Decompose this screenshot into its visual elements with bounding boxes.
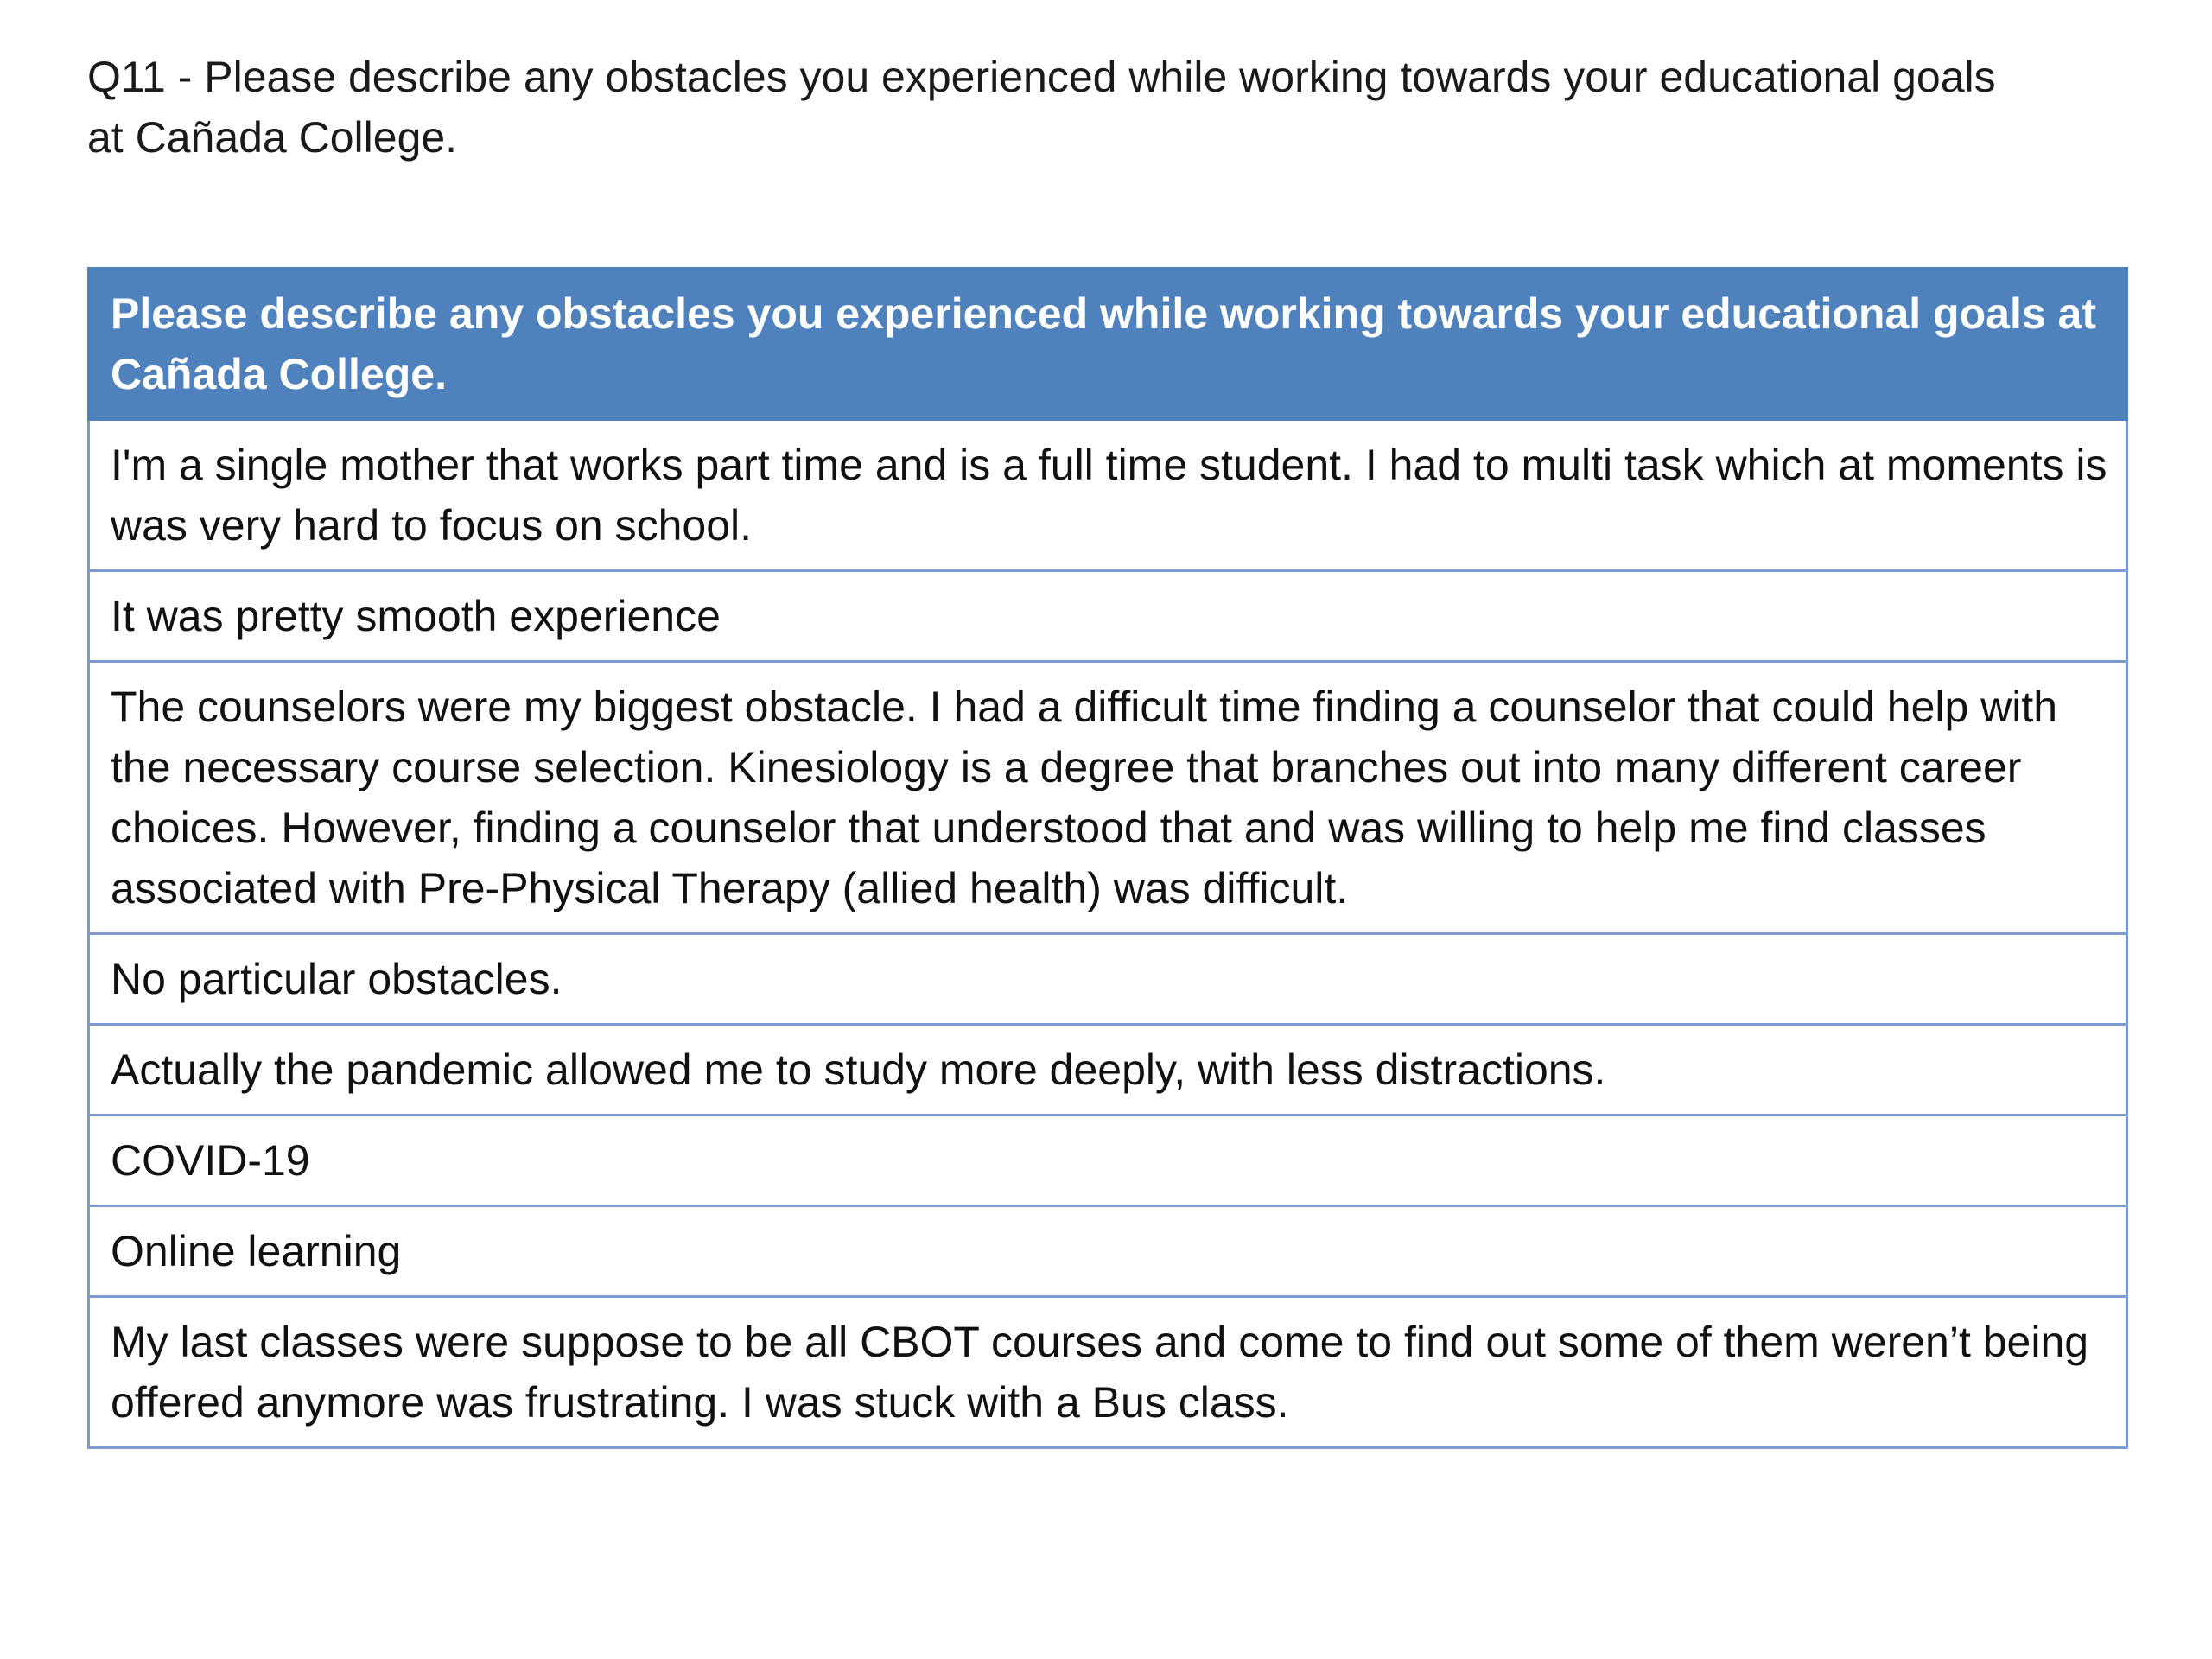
slide-title: Q11 - Please describe any obstacles you experienced while working towards your educational goals at Cañada College. xyxy=(87,53,1996,162)
response-cell: My last classes were suppose to be all CBOT courses and come to find out some of them weren’t being offered anymore was frustrating. I was stuck with a Bus class. xyxy=(89,1297,2127,1448)
table-row xyxy=(89,420,2127,571)
table-row xyxy=(89,1297,2127,1448)
table-row xyxy=(89,571,2127,662)
response-cell: It was pretty smooth experience xyxy=(89,571,2127,662)
response-cell: Online learning xyxy=(89,1206,2127,1297)
response-cell: The counselors were my biggest obstacle. I had a difficult time finding a counselor that could help with the necessary course selection. Kinesiology is a degree that branches out into many different career choices. However, finding a counselor that understood that and was willing to help me find classes associated with Pre-Physical Therapy (allied health) was difficult. xyxy=(89,662,2127,934)
response-cell: No particular obstacles. xyxy=(89,934,2127,1025)
response-cell: I'm a single mother that works part time and is a full time student. I had to multi task which at moments is was very hard to focus on school. xyxy=(89,420,2127,571)
table-header-row xyxy=(89,269,2127,420)
table-row xyxy=(89,934,2127,1025)
responses-table xyxy=(87,267,2128,1449)
table-header xyxy=(89,269,2127,420)
table-row xyxy=(89,662,2127,934)
response-cell: Actually the pandemic allowed me to study more deeply, with less distractions. xyxy=(89,1025,2127,1116)
column-header: Please describe any obstacles you experienced while working towards your educational goals at Cañada College. xyxy=(89,269,2127,420)
table-row xyxy=(89,1116,2127,1206)
table-row xyxy=(89,1025,2127,1116)
response-cell: COVID-19 xyxy=(89,1116,2127,1206)
table-body xyxy=(89,420,2127,1448)
table-row xyxy=(89,1206,2127,1297)
